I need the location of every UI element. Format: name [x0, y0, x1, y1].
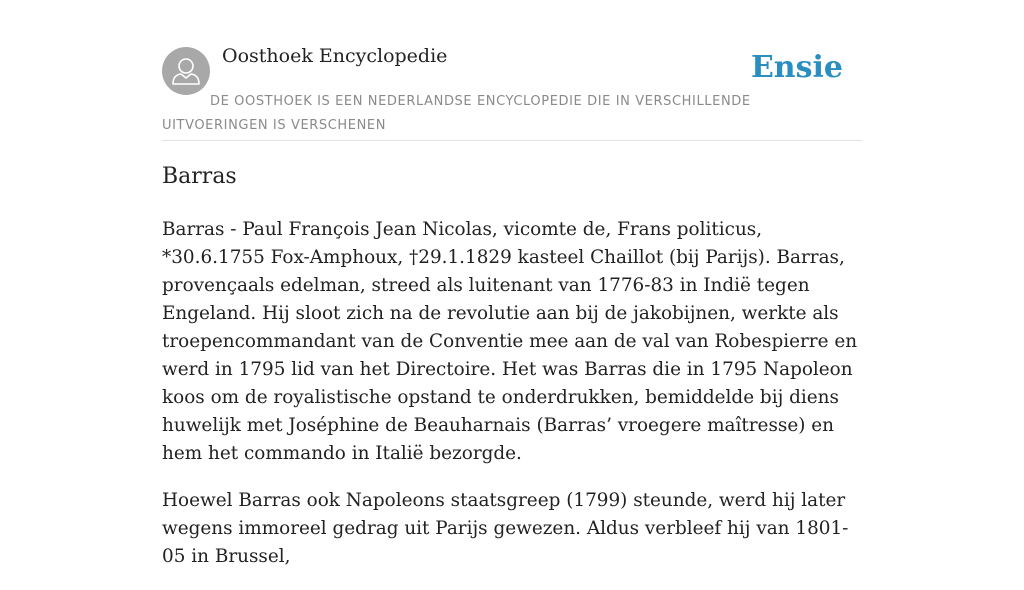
site-name-link[interactable]: Oosthoek Encyclopedie [222, 45, 448, 67]
site-header [162, 0, 862, 141]
article-paragraph: Hoewel Barras ook Napoleons staatsgreep (1799) steunde, werd hij later wegens immoreel gedrag uit Parijs gewezen. Aldus verbleef hij van 1801-05 in Brussel, [162, 490, 849, 567]
article-title: Barras [162, 164, 237, 189]
page-container [162, 0, 862, 567]
user-avatar-icon[interactable] [162, 47, 210, 95]
brand-logo[interactable]: Ensie [750, 50, 843, 85]
site-tagline: DE OOSTHOEK IS EEN NEDERLANDSE ENCYCLOPEDIE DIE IN VERSCHILLENDE UITVOERINGEN IS VERSCHENEN [162, 94, 751, 133]
article-paragraph: Barras - Paul François Jean Nicolas, vicomte de, Frans politicus, *30.6.1755 Fox-Amphoux, †29.1.1829 kasteel Chaillot (bij Parijs). Barras, provençaals edelman, streed als luitenant van 1776-83 in Indië tegen Engeland. Hij sloot zich na de revolutie aan bij de jakobijnen, werkte als troepencommandant van de Conventie mee aan de val van Robespierre en werd in 1795 lid van het Directoire. Het was Barras die in 1795 Napoleon koos om de royalistische opstand te onderdrukken, bemiddelde bij diens huwelijk met Joséphine de Beauharnais (Barras’ vroegere maîtresse) en hem het commando in Italië bezorgde. [162, 219, 858, 464]
article-body [162, 216, 862, 590]
